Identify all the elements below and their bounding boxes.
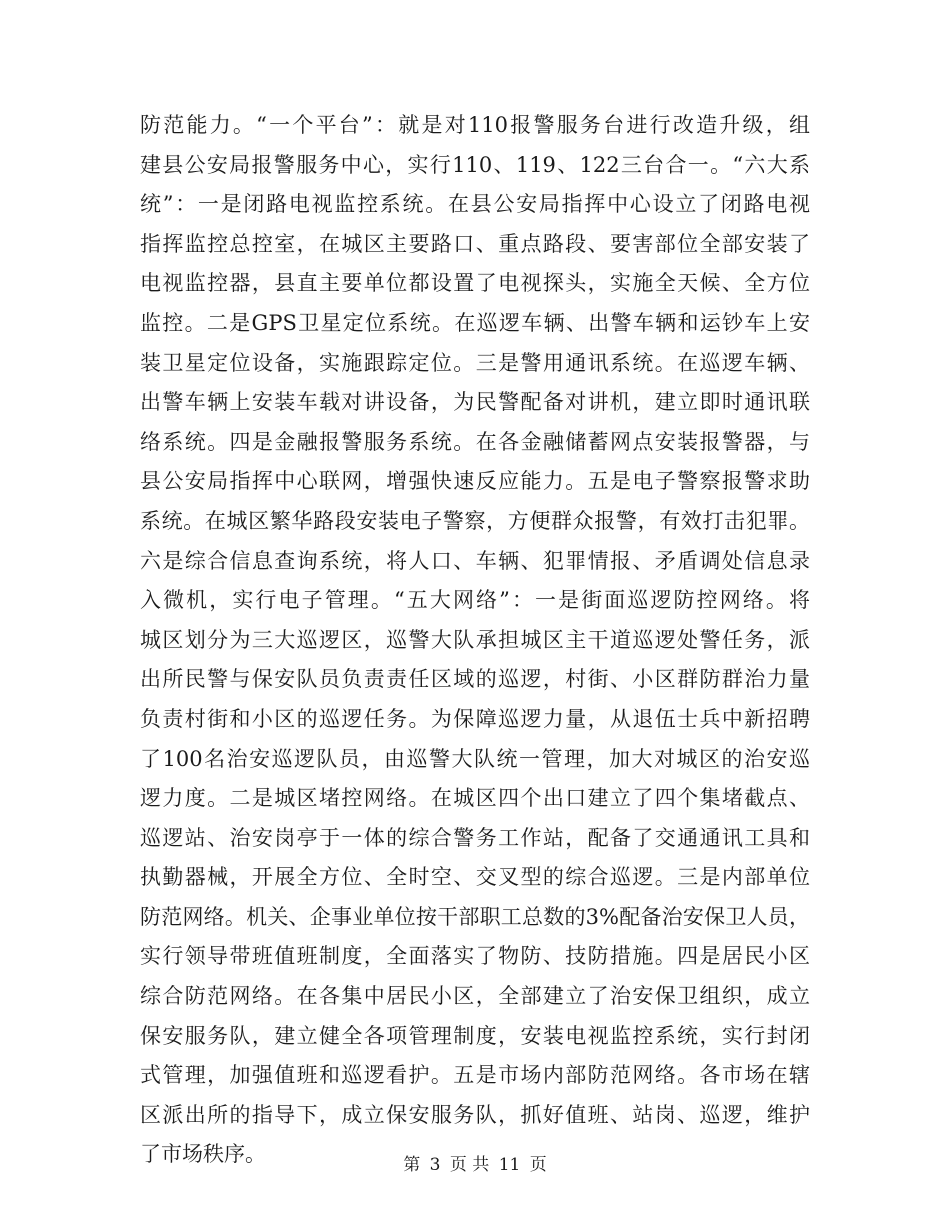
text-line: 城区划分为三大巡逻区，巡警大队承担城区主干道巡逻处警任务，派 bbox=[140, 627, 810, 652]
text-line: 出所民警与保安队员负责责任区域的巡逻，村街、小区群防群治力量 bbox=[140, 667, 810, 692]
text-line: 监控。二是GPS卫星定位系统。在巡逻车辆、出警车辆和运钞车上安 bbox=[140, 310, 810, 335]
text-line: 保安服务队，建立健全各项管理制度，安装电视监控系统，实行封闭 bbox=[140, 1023, 810, 1048]
text-line: 区派出所的指导下，成立保安服务队，抓好值班、站岗、巡逻，维护 bbox=[140, 1102, 810, 1127]
total-pages-number: 11 bbox=[498, 1155, 521, 1175]
text-line: 县公安局指挥中心联网，增强快速反应能力。五是电子警察报警求助 bbox=[140, 469, 810, 494]
page-number-footer bbox=[0, 1154, 950, 1176]
text-line: 逻力度。二是城区堵控网络。在城区四个出口建立了四个集堵截点、 bbox=[140, 786, 810, 811]
text-line: 出警车辆上安装车载对讲设备，为民警配备对讲机，建立即时通讯联 bbox=[140, 390, 810, 415]
text-line: 防范网络。机关、企事业单位按干部职工总数的3%配备治安保卫人员， bbox=[140, 904, 810, 929]
footer-suffix: 页 bbox=[529, 1155, 547, 1175]
text-line: 六是综合信息查询系统，将人口、车辆、犯罪情报、矛盾调处信息录 bbox=[140, 548, 810, 573]
text-line: 综合防范网络。在各集中居民小区，全部建立了治安保卫组织，成立 bbox=[140, 984, 810, 1009]
text-line: 执勤器械，开展全方位、全时空、交叉型的综合巡逻。三是内部单位 bbox=[140, 865, 810, 890]
footer-prefix: 第 bbox=[403, 1155, 421, 1175]
body-text bbox=[140, 106, 810, 1175]
text-line: 系统。在城区繁华路段安装电子警察，方便群众报警，有效打击犯罪。 bbox=[140, 508, 810, 533]
text-line: 装卫星定位设备，实施跟踪定位。三是警用通讯系统。在巡逻车辆、 bbox=[140, 350, 810, 375]
current-page-number: 3 bbox=[429, 1155, 441, 1175]
text-line: 入微机，实行电子管理。“五大网络”：一是街面巡逻防控网络。将 bbox=[140, 588, 810, 613]
footer-middle: 页 共 bbox=[449, 1155, 490, 1175]
text-line: 实行领导带班值班制度，全面落实了物防、技防措施。四是居民小区 bbox=[140, 944, 810, 969]
text-line: 负责村街和小区的巡逻任务。为保障巡逻力量，从退伍士兵中新招聘 bbox=[140, 706, 810, 731]
text-line: 式管理，加强值班和巡逻看护。五是市场内部防范网络。各市场在辖 bbox=[140, 1063, 810, 1088]
text-line: 了市场秩序。 bbox=[140, 1142, 266, 1167]
text-line: 巡逻站、治安岗亭于一体的综合警务工作站，配备了交通通讯工具和 bbox=[140, 825, 810, 850]
text-line: 防范能力。“一个平台”：就是对110报警服务台进行改造升级，组 bbox=[140, 113, 810, 137]
text-line: 电视监控器，县直主要单位都设置了电视探头，实施全天候、全方位 bbox=[140, 271, 810, 296]
text-line: 统”：一是闭路电视监控系统。在县公安局指挥中心设立了闭路电视 bbox=[140, 192, 810, 217]
text-line: 指挥监控总控室，在城区主要路口、重点路段、要害部位全部安装了 bbox=[140, 231, 810, 256]
text-line: 了100名治安巡逻队员，由巡警大队统一管理，加大对城区的治安巡 bbox=[140, 746, 810, 771]
text-line: 络系统。四是金融报警服务系统。在各金融储蓄网点安装报警器，与 bbox=[140, 429, 810, 454]
text-line: 建县公安局报警服务中心，实行110、119、122三台合一。“六大系 bbox=[140, 152, 810, 177]
